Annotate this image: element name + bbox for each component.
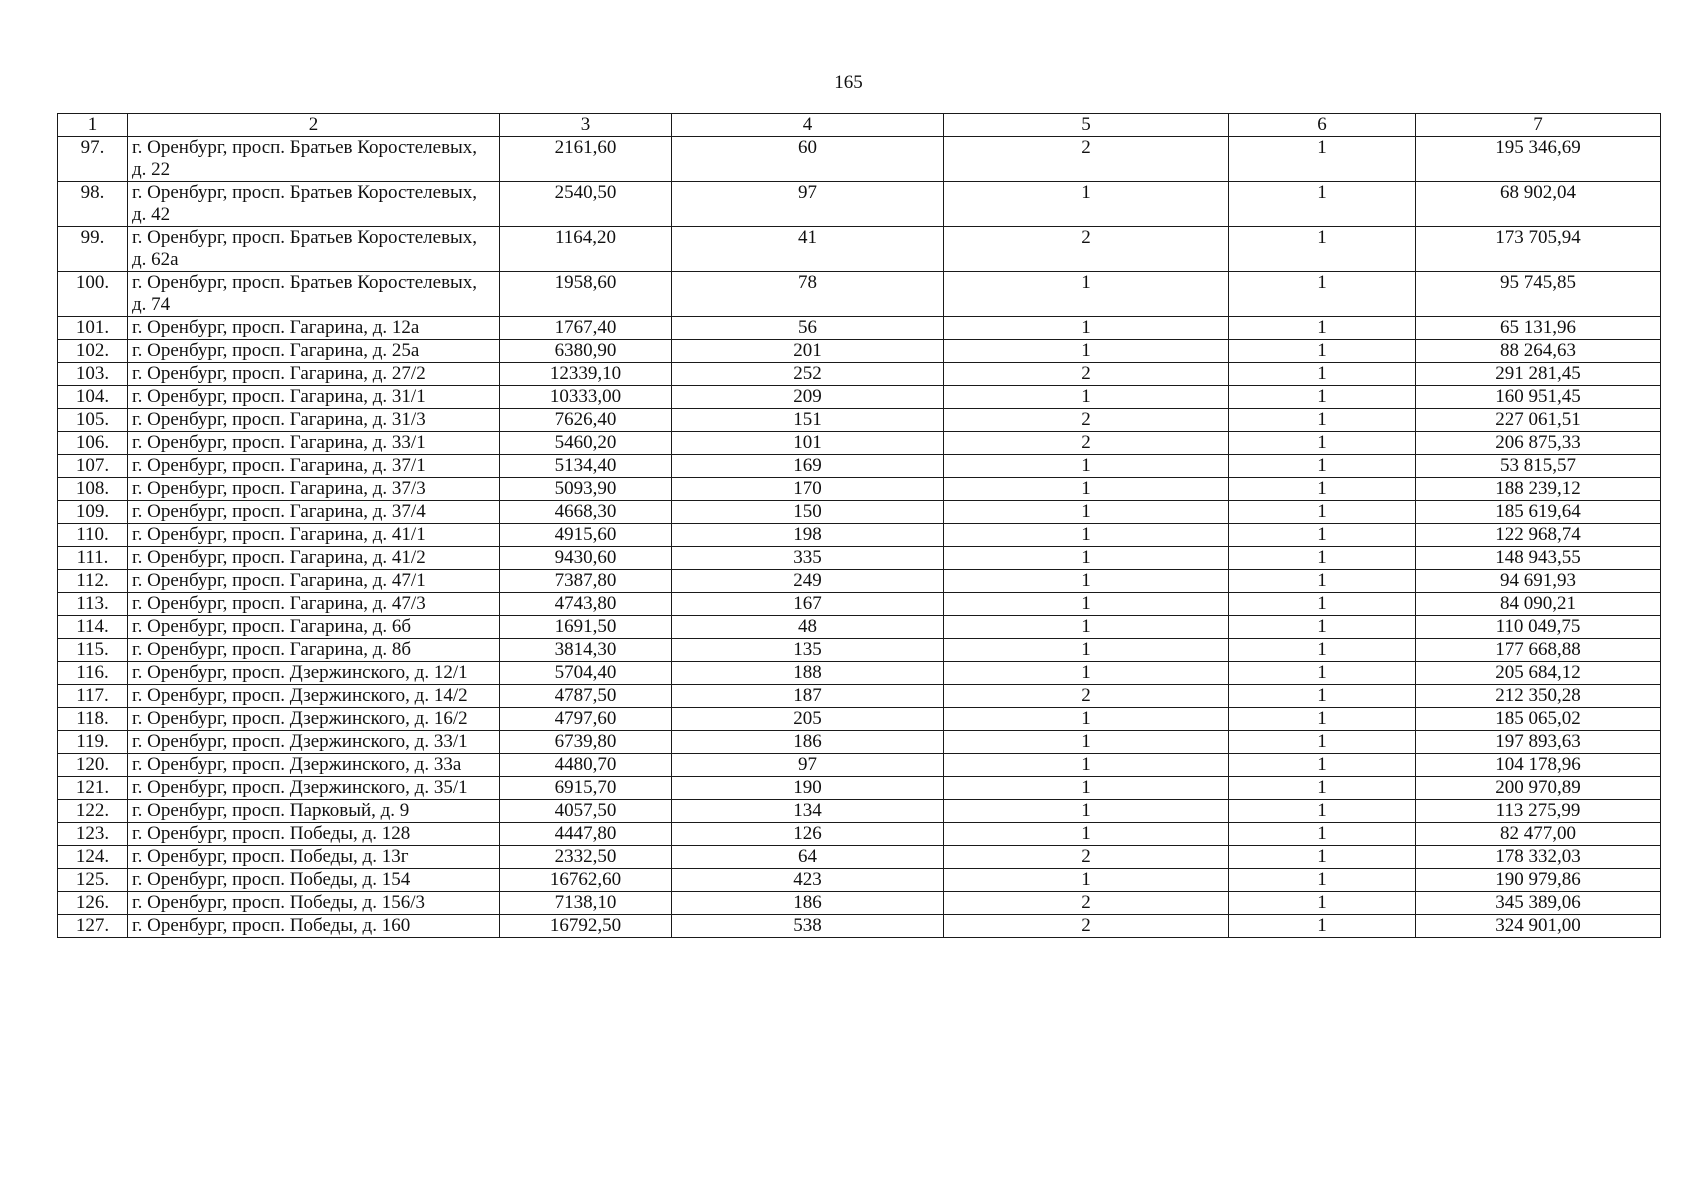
address-cell: г. Оренбург, просп. Гагарина, д. 12а bbox=[128, 317, 500, 340]
address-cell: г. Оренбург, просп. Гагарина, д. 37/1 bbox=[128, 455, 500, 478]
table-row bbox=[58, 455, 1661, 478]
category-cell: 1 bbox=[944, 340, 1229, 363]
amount-cell: 178 332,03 bbox=[1416, 846, 1661, 869]
amount-cell: 197 893,63 bbox=[1416, 731, 1661, 754]
quantity-cell: 1 bbox=[1229, 777, 1416, 800]
table-row bbox=[58, 869, 1661, 892]
quantity-cell: 1 bbox=[1229, 800, 1416, 823]
row-number-cell: 101. bbox=[58, 317, 128, 340]
category-cell: 1 bbox=[944, 386, 1229, 409]
category-cell: 1 bbox=[944, 182, 1229, 227]
category-cell: 1 bbox=[944, 547, 1229, 570]
amount-cell: 324 901,00 bbox=[1416, 915, 1661, 938]
category-cell: 2 bbox=[944, 685, 1229, 708]
area-cell: 1767,40 bbox=[500, 317, 672, 340]
row-number-cell: 124. bbox=[58, 846, 128, 869]
area-cell: 4480,70 bbox=[500, 754, 672, 777]
table-row bbox=[58, 731, 1661, 754]
row-number-cell: 108. bbox=[58, 478, 128, 501]
category-cell: 2 bbox=[944, 846, 1229, 869]
address-cell: г. Оренбург, просп. Дзержинского, д. 33/1 bbox=[128, 731, 500, 754]
table-row bbox=[58, 272, 1661, 317]
area-cell: 7626,40 bbox=[500, 409, 672, 432]
row-number-cell: 111. bbox=[58, 547, 128, 570]
table-row bbox=[58, 363, 1661, 386]
amount-cell: 185 065,02 bbox=[1416, 708, 1661, 731]
quantity-cell: 1 bbox=[1229, 272, 1416, 317]
amount-cell: 65 131,96 bbox=[1416, 317, 1661, 340]
quantity-cell: 1 bbox=[1229, 137, 1416, 182]
column-number: 1 bbox=[58, 114, 128, 137]
area-cell: 4787,50 bbox=[500, 685, 672, 708]
category-cell: 2 bbox=[944, 409, 1229, 432]
quantity-cell: 1 bbox=[1229, 754, 1416, 777]
quantity-cell: 1 bbox=[1229, 915, 1416, 938]
amount-cell: 160 951,45 bbox=[1416, 386, 1661, 409]
row-number-cell: 113. bbox=[58, 593, 128, 616]
area-cell: 5460,20 bbox=[500, 432, 672, 455]
category-cell: 1 bbox=[944, 639, 1229, 662]
count-cell: 97 bbox=[672, 754, 944, 777]
count-cell: 167 bbox=[672, 593, 944, 616]
area-cell: 6915,70 bbox=[500, 777, 672, 800]
column-number: 2 bbox=[128, 114, 500, 137]
row-number-cell: 107. bbox=[58, 455, 128, 478]
category-cell: 1 bbox=[944, 823, 1229, 846]
area-cell: 1691,50 bbox=[500, 616, 672, 639]
amount-cell: 148 943,55 bbox=[1416, 547, 1661, 570]
quantity-cell: 1 bbox=[1229, 227, 1416, 272]
category-cell: 2 bbox=[944, 432, 1229, 455]
row-number-cell: 110. bbox=[58, 524, 128, 547]
address-cell: г. Оренбург, просп. Братьев Коростелевых, д. 22 bbox=[128, 137, 500, 182]
category-cell: 1 bbox=[944, 501, 1229, 524]
address-cell: г. Оренбург, просп. Братьев Коростелевых, д. 62а bbox=[128, 227, 500, 272]
area-cell: 5704,40 bbox=[500, 662, 672, 685]
count-cell: 198 bbox=[672, 524, 944, 547]
quantity-cell: 1 bbox=[1229, 708, 1416, 731]
row-number-cell: 97. bbox=[58, 137, 128, 182]
category-cell: 1 bbox=[944, 777, 1229, 800]
column-number: 4 bbox=[672, 114, 944, 137]
quantity-cell: 1 bbox=[1229, 340, 1416, 363]
category-cell: 2 bbox=[944, 227, 1229, 272]
quantity-cell: 1 bbox=[1229, 524, 1416, 547]
table-row bbox=[58, 386, 1661, 409]
address-cell: г. Оренбург, просп. Гагарина, д. 31/1 bbox=[128, 386, 500, 409]
table-row bbox=[58, 409, 1661, 432]
count-cell: 209 bbox=[672, 386, 944, 409]
quantity-cell: 1 bbox=[1229, 869, 1416, 892]
address-cell: г. Оренбург, просп. Дзержинского, д. 35/1 bbox=[128, 777, 500, 800]
address-cell: г. Оренбург, просп. Победы, д. 156/3 bbox=[128, 892, 500, 915]
quantity-cell: 1 bbox=[1229, 182, 1416, 227]
table-row bbox=[58, 593, 1661, 616]
amount-cell: 68 902,04 bbox=[1416, 182, 1661, 227]
address-cell: г. Оренбург, просп. Дзержинского, д. 33а bbox=[128, 754, 500, 777]
count-cell: 186 bbox=[672, 731, 944, 754]
area-cell: 16762,60 bbox=[500, 869, 672, 892]
table-row bbox=[58, 547, 1661, 570]
area-cell: 5134,40 bbox=[500, 455, 672, 478]
count-cell: 170 bbox=[672, 478, 944, 501]
table-row bbox=[58, 501, 1661, 524]
amount-cell: 122 968,74 bbox=[1416, 524, 1661, 547]
column-number: 6 bbox=[1229, 114, 1416, 137]
area-cell: 4915,60 bbox=[500, 524, 672, 547]
category-cell: 1 bbox=[944, 869, 1229, 892]
table-row bbox=[58, 137, 1661, 182]
area-cell: 2540,50 bbox=[500, 182, 672, 227]
row-number-cell: 115. bbox=[58, 639, 128, 662]
address-cell: г. Оренбург, просп. Гагарина, д. 47/1 bbox=[128, 570, 500, 593]
quantity-cell: 1 bbox=[1229, 662, 1416, 685]
address-cell: г. Оренбург, просп. Гагарина, д. 25а bbox=[128, 340, 500, 363]
address-cell: г. Оренбург, просп. Братьев Коростелевых, д. 42 bbox=[128, 182, 500, 227]
quantity-cell: 1 bbox=[1229, 363, 1416, 386]
category-cell: 1 bbox=[944, 570, 1229, 593]
area-cell: 4447,80 bbox=[500, 823, 672, 846]
register-body bbox=[58, 137, 1661, 938]
amount-cell: 84 090,21 bbox=[1416, 593, 1661, 616]
address-cell: г. Оренбург, просп. Гагарина, д. 47/3 bbox=[128, 593, 500, 616]
quantity-cell: 1 bbox=[1229, 547, 1416, 570]
count-cell: 249 bbox=[672, 570, 944, 593]
amount-cell: 345 389,06 bbox=[1416, 892, 1661, 915]
column-number-row bbox=[58, 114, 1661, 137]
amount-cell: 212 350,28 bbox=[1416, 685, 1661, 708]
area-cell: 2332,50 bbox=[500, 846, 672, 869]
row-number-cell: 112. bbox=[58, 570, 128, 593]
count-cell: 41 bbox=[672, 227, 944, 272]
count-cell: 188 bbox=[672, 662, 944, 685]
category-cell: 1 bbox=[944, 731, 1229, 754]
row-number-cell: 99. bbox=[58, 227, 128, 272]
area-cell: 4743,80 bbox=[500, 593, 672, 616]
table-row bbox=[58, 524, 1661, 547]
count-cell: 126 bbox=[672, 823, 944, 846]
count-cell: 60 bbox=[672, 137, 944, 182]
category-cell: 2 bbox=[944, 892, 1229, 915]
amount-cell: 200 970,89 bbox=[1416, 777, 1661, 800]
amount-cell: 113 275,99 bbox=[1416, 800, 1661, 823]
address-cell: г. Оренбург, просп. Победы, д. 128 bbox=[128, 823, 500, 846]
row-number-cell: 105. bbox=[58, 409, 128, 432]
amount-cell: 205 684,12 bbox=[1416, 662, 1661, 685]
category-cell: 1 bbox=[944, 478, 1229, 501]
table-row bbox=[58, 915, 1661, 938]
amount-cell: 82 477,00 bbox=[1416, 823, 1661, 846]
amount-cell: 110 049,75 bbox=[1416, 616, 1661, 639]
address-cell: г. Оренбург, просп. Гагарина, д. 37/4 bbox=[128, 501, 500, 524]
amount-cell: 206 875,33 bbox=[1416, 432, 1661, 455]
table-row bbox=[58, 616, 1661, 639]
table-row bbox=[58, 570, 1661, 593]
count-cell: 252 bbox=[672, 363, 944, 386]
amount-cell: 53 815,57 bbox=[1416, 455, 1661, 478]
address-cell: г. Оренбург, просп. Гагарина, д. 31/3 bbox=[128, 409, 500, 432]
area-cell: 10333,00 bbox=[500, 386, 672, 409]
amount-cell: 227 061,51 bbox=[1416, 409, 1661, 432]
page-number: 165 bbox=[834, 72, 863, 93]
count-cell: 64 bbox=[672, 846, 944, 869]
count-cell: 56 bbox=[672, 317, 944, 340]
amount-cell: 177 668,88 bbox=[1416, 639, 1661, 662]
address-cell: г. Оренбург, просп. Дзержинского, д. 12/1 bbox=[128, 662, 500, 685]
table-row bbox=[58, 432, 1661, 455]
address-cell: г. Оренбург, просп. Дзержинского, д. 16/2 bbox=[128, 708, 500, 731]
area-cell: 4797,60 bbox=[500, 708, 672, 731]
register-table bbox=[57, 113, 1661, 938]
table-row bbox=[58, 639, 1661, 662]
row-number-cell: 114. bbox=[58, 616, 128, 639]
amount-cell: 291 281,45 bbox=[1416, 363, 1661, 386]
count-cell: 134 bbox=[672, 800, 944, 823]
count-cell: 150 bbox=[672, 501, 944, 524]
table-row bbox=[58, 892, 1661, 915]
row-number-cell: 103. bbox=[58, 363, 128, 386]
quantity-cell: 1 bbox=[1229, 455, 1416, 478]
amount-cell: 95 745,85 bbox=[1416, 272, 1661, 317]
area-cell: 16792,50 bbox=[500, 915, 672, 938]
area-cell: 6739,80 bbox=[500, 731, 672, 754]
row-number-cell: 121. bbox=[58, 777, 128, 800]
row-number-cell: 127. bbox=[58, 915, 128, 938]
category-cell: 1 bbox=[944, 455, 1229, 478]
table-row bbox=[58, 846, 1661, 869]
table-row bbox=[58, 227, 1661, 272]
row-number-cell: 119. bbox=[58, 731, 128, 754]
area-cell: 7138,10 bbox=[500, 892, 672, 915]
area-cell: 3814,30 bbox=[500, 639, 672, 662]
quantity-cell: 1 bbox=[1229, 478, 1416, 501]
column-number: 5 bbox=[944, 114, 1229, 137]
table-row bbox=[58, 708, 1661, 731]
category-cell: 1 bbox=[944, 524, 1229, 547]
quantity-cell: 1 bbox=[1229, 731, 1416, 754]
category-cell: 1 bbox=[944, 754, 1229, 777]
quantity-cell: 1 bbox=[1229, 616, 1416, 639]
table-row bbox=[58, 823, 1661, 846]
quantity-cell: 1 bbox=[1229, 892, 1416, 915]
quantity-cell: 1 bbox=[1229, 409, 1416, 432]
category-cell: 2 bbox=[944, 137, 1229, 182]
row-number-cell: 104. bbox=[58, 386, 128, 409]
category-cell: 1 bbox=[944, 317, 1229, 340]
category-cell: 1 bbox=[944, 662, 1229, 685]
count-cell: 101 bbox=[672, 432, 944, 455]
count-cell: 169 bbox=[672, 455, 944, 478]
address-cell: г. Оренбург, просп. Победы, д. 13г bbox=[128, 846, 500, 869]
quantity-cell: 1 bbox=[1229, 570, 1416, 593]
amount-cell: 94 691,93 bbox=[1416, 570, 1661, 593]
count-cell: 135 bbox=[672, 639, 944, 662]
quantity-cell: 1 bbox=[1229, 501, 1416, 524]
quantity-cell: 1 bbox=[1229, 685, 1416, 708]
area-cell: 4057,50 bbox=[500, 800, 672, 823]
category-cell: 2 bbox=[944, 363, 1229, 386]
area-cell: 7387,80 bbox=[500, 570, 672, 593]
count-cell: 201 bbox=[672, 340, 944, 363]
quantity-cell: 1 bbox=[1229, 386, 1416, 409]
row-number-cell: 117. bbox=[58, 685, 128, 708]
area-cell: 1958,60 bbox=[500, 272, 672, 317]
column-number: 3 bbox=[500, 114, 672, 137]
address-cell: г. Оренбург, просп. Парковый, д. 9 bbox=[128, 800, 500, 823]
category-cell: 1 bbox=[944, 616, 1229, 639]
count-cell: 205 bbox=[672, 708, 944, 731]
area-cell: 12339,10 bbox=[500, 363, 672, 386]
count-cell: 187 bbox=[672, 685, 944, 708]
category-cell: 1 bbox=[944, 708, 1229, 731]
quantity-cell: 1 bbox=[1229, 846, 1416, 869]
address-cell: г. Оренбург, просп. Гагарина, д. 41/1 bbox=[128, 524, 500, 547]
row-number-cell: 100. bbox=[58, 272, 128, 317]
row-number-cell: 106. bbox=[58, 432, 128, 455]
address-cell: г. Оренбург, просп. Дзержинского, д. 14/2 bbox=[128, 685, 500, 708]
count-cell: 97 bbox=[672, 182, 944, 227]
row-number-cell: 123. bbox=[58, 823, 128, 846]
category-cell: 1 bbox=[944, 593, 1229, 616]
row-number-cell: 98. bbox=[58, 182, 128, 227]
row-number-cell: 126. bbox=[58, 892, 128, 915]
row-number-cell: 125. bbox=[58, 869, 128, 892]
table-row bbox=[58, 754, 1661, 777]
amount-cell: 173 705,94 bbox=[1416, 227, 1661, 272]
amount-cell: 185 619,64 bbox=[1416, 501, 1661, 524]
address-cell: г. Оренбург, просп. Гагарина, д. 27/2 bbox=[128, 363, 500, 386]
count-cell: 151 bbox=[672, 409, 944, 432]
category-cell: 1 bbox=[944, 272, 1229, 317]
count-cell: 538 bbox=[672, 915, 944, 938]
amount-cell: 195 346,69 bbox=[1416, 137, 1661, 182]
amount-cell: 104 178,96 bbox=[1416, 754, 1661, 777]
count-cell: 190 bbox=[672, 777, 944, 800]
quantity-cell: 1 bbox=[1229, 317, 1416, 340]
count-cell: 186 bbox=[672, 892, 944, 915]
category-cell: 1 bbox=[944, 800, 1229, 823]
row-number-cell: 120. bbox=[58, 754, 128, 777]
amount-cell: 188 239,12 bbox=[1416, 478, 1661, 501]
address-cell: г. Оренбург, просп. Гагарина, д. 8б bbox=[128, 639, 500, 662]
table-row bbox=[58, 800, 1661, 823]
address-cell: г. Оренбург, просп. Братьев Коростелевых, д. 74 bbox=[128, 272, 500, 317]
address-cell: г. Оренбург, просп. Победы, д. 154 bbox=[128, 869, 500, 892]
row-number-cell: 109. bbox=[58, 501, 128, 524]
row-number-cell: 116. bbox=[58, 662, 128, 685]
count-cell: 423 bbox=[672, 869, 944, 892]
table-row bbox=[58, 478, 1661, 501]
quantity-cell: 1 bbox=[1229, 432, 1416, 455]
table-row bbox=[58, 340, 1661, 363]
row-number-cell: 102. bbox=[58, 340, 128, 363]
count-cell: 78 bbox=[672, 272, 944, 317]
table-row bbox=[58, 317, 1661, 340]
table-row bbox=[58, 662, 1661, 685]
area-cell: 1164,20 bbox=[500, 227, 672, 272]
address-cell: г. Оренбург, просп. Победы, д. 160 bbox=[128, 915, 500, 938]
category-cell: 2 bbox=[944, 915, 1229, 938]
amount-cell: 88 264,63 bbox=[1416, 340, 1661, 363]
row-number-cell: 118. bbox=[58, 708, 128, 731]
area-cell: 5093,90 bbox=[500, 478, 672, 501]
area-cell: 6380,90 bbox=[500, 340, 672, 363]
address-cell: г. Оренбург, просп. Гагарина, д. 37/3 bbox=[128, 478, 500, 501]
address-cell: г. Оренбург, просп. Гагарина, д. 33/1 bbox=[128, 432, 500, 455]
table-row bbox=[58, 685, 1661, 708]
count-cell: 335 bbox=[672, 547, 944, 570]
quantity-cell: 1 bbox=[1229, 639, 1416, 662]
column-number: 7 bbox=[1416, 114, 1661, 137]
table-row bbox=[58, 777, 1661, 800]
row-number-cell: 122. bbox=[58, 800, 128, 823]
count-cell: 48 bbox=[672, 616, 944, 639]
quantity-cell: 1 bbox=[1229, 593, 1416, 616]
amount-cell: 190 979,86 bbox=[1416, 869, 1661, 892]
area-cell: 2161,60 bbox=[500, 137, 672, 182]
table-row bbox=[58, 182, 1661, 227]
area-cell: 4668,30 bbox=[500, 501, 672, 524]
area-cell: 9430,60 bbox=[500, 547, 672, 570]
address-cell: г. Оренбург, просп. Гагарина, д. 6б bbox=[128, 616, 500, 639]
quantity-cell: 1 bbox=[1229, 823, 1416, 846]
address-cell: г. Оренбург, просп. Гагарина, д. 41/2 bbox=[128, 547, 500, 570]
